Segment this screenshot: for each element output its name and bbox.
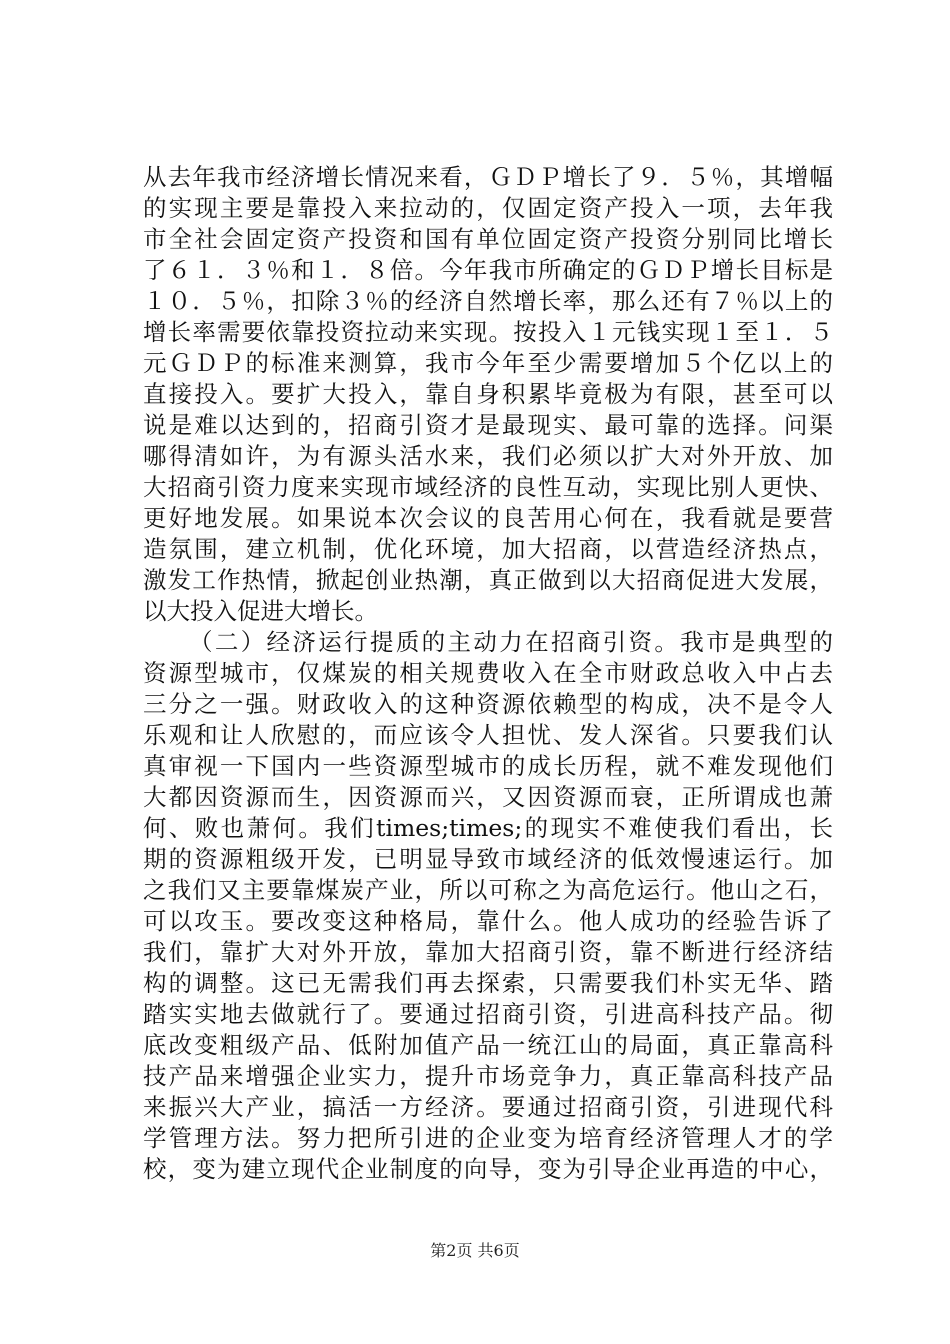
text-line: 底改变粗级产品、低附加值产品一统江山的局面，真正靠高科: [143, 1031, 833, 1059]
text-line: 来振兴大产业，搞活一方经济。要通过招商引资，引进现代科: [143, 1093, 833, 1121]
text-line: 我们，靠扩大对外开放，靠加大招商引资，靠不断进行经济结: [143, 938, 833, 966]
text-line: 哪得清如许，为有源头活水来，我们必须以扩大对外开放、加: [143, 442, 833, 470]
text-line: 激发工作热情，掀起创业热潮，真正做到以大招商促进大发展，: [143, 566, 833, 594]
text-line: 真审视一下国内一些资源型城市的成长历程，就不难发现他们: [143, 752, 833, 780]
text-line: 直接投入。要扩大投入，靠自身积累毕竟极为有限，甚至可以: [143, 380, 833, 408]
text-line: 之我们又主要靠煤炭产业，所以可称之为高危运行。他山之石，: [143, 876, 833, 904]
body-text: [143, 162, 833, 1185]
text-line: 学管理方法。努力把所引进的企业变为培育经济管理人才的学: [143, 1124, 833, 1152]
text-line: 的实现主要是靠投入来拉动的，仅固定资产投入一项，去年我: [143, 194, 833, 222]
text-line: 技产品来增强企业实力，提升市场竞争力，真正靠高科技产品: [143, 1062, 833, 1090]
text-line: 三分之一强。财政收入的这种资源依赖型的构成，决不是令人: [143, 690, 833, 718]
text-line: 了６１．３％和１．８倍。今年我市所确定的ＧＤＰ增长目标是: [143, 256, 833, 284]
text-line: 从去年我市经济增长情况来看，ＧＤＰ增长了９．５％，其增幅: [143, 163, 833, 191]
text-line: 踏实实地去做就行了。要通过招商引资，引进高科技产品。彻: [143, 1000, 833, 1028]
text-line: 期的资源粗级开发，已明显导致市域经济的低效慢速运行。加: [143, 845, 833, 873]
text-line: 可以攻玉。要改变这种格局，靠什么。他人成功的经验告诉了: [143, 907, 833, 935]
text-line: 元ＧＤＰ的标准来测算，我市今年至少需要增加５个亿以上的: [143, 349, 833, 377]
text-line: 更好地发展。如果说本次会议的良苦用心何在，我看就是要营: [143, 504, 833, 532]
text-line: 何、败也萧何。我们times;times;的现实不难使我们看出，长: [143, 814, 833, 842]
section-heading-line: （二）经济运行提质的主动力在招商引资。我市是典型的: [189, 628, 833, 656]
text-line: 构的调整。这已无需我们再去探索，只需要我们朴实无华、踏: [143, 969, 833, 997]
text-line: 增长率需要依靠投资拉动来实现。按投入１元钱实现１至１．５: [143, 318, 833, 346]
text-line: 乐观和让人欣慰的，而应该令人担忧、发人深省。只要我们认: [143, 721, 833, 749]
text-line: 资源型城市，仅煤炭的相关规费收入在全市财政总收入中占去: [143, 659, 833, 687]
text-line: 大都因资源而生，因资源而兴，又因资源而衰，正所谓成也萧: [143, 783, 833, 811]
text-line: １０．５％，扣除３％的经济自然增长率，那么还有７％以上的: [143, 287, 833, 315]
text-line: 大招商引资力度来实现市域经济的良性互动，实现比别人更快、: [143, 473, 833, 501]
page-footer: [0, 1241, 950, 1261]
page-number-label: 第2页 共6页: [430, 1241, 520, 1260]
text-line: 造氛围，建立机制，优化环境，加大招商，以营造经济热点，: [143, 535, 833, 563]
text-line: 说是难以达到的，招商引资才是最现实、最可靠的选择。问渠: [143, 411, 833, 439]
text-line: 以大投入促进大增长。: [143, 597, 378, 625]
text-line: 校，变为建立现代企业制度的向导，变为引导企业再造的中心，: [143, 1155, 833, 1183]
text-line: 市全社会固定资产投资和国有单位固定资产投资分别同比增长: [143, 225, 833, 253]
